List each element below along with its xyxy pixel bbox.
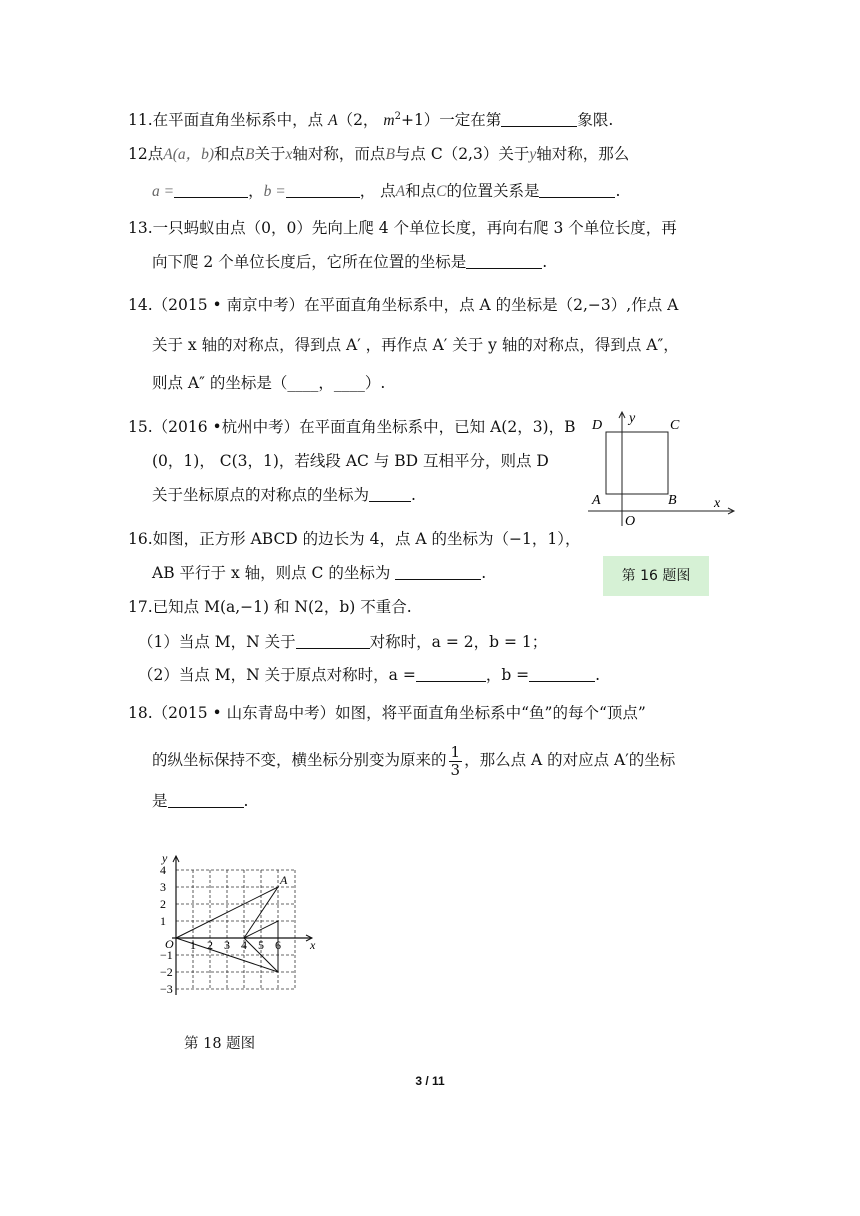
label-origin: O xyxy=(625,514,636,529)
y-tick-label: 3 xyxy=(160,880,166,894)
page-number: 3 / 11 xyxy=(415,1074,445,1088)
x-tick-label: 1 xyxy=(190,938,196,952)
question-16-line1: 16.如图，正方形 ABCD 的边长为 4，点 A 的坐标为（−1，1）， xyxy=(128,530,581,548)
fraction-one-third: $\frac{1}{3}$ xyxy=(450,742,461,779)
y-tick-label: −3 xyxy=(160,982,173,996)
x-axis-label: x xyxy=(310,938,316,952)
y-tick-label: 1 xyxy=(160,914,166,928)
label-x: x xyxy=(714,496,721,511)
square-abcd xyxy=(606,432,668,494)
question-17-line3: （2）当点 M，N 关于原点对称时，a = ，b = . xyxy=(138,666,601,684)
question-18-line3: 是 . xyxy=(152,792,249,810)
answer-blank-b[interactable] xyxy=(529,665,595,682)
figure-16 xyxy=(588,408,738,530)
question-12-line1: 12点A(a，b)和点B关于x轴对称，而点B与点 C（2,3）关于y轴对称，那么 xyxy=(128,145,630,163)
x-tick-label: 3 xyxy=(224,938,230,952)
question-18-line2: 的纵坐标保持不变，横坐标分别变为原来的 $\frac{1}{3}$ ，那么点 A 的对应点 A′的坐标 xyxy=(152,742,676,779)
label-y: y xyxy=(629,411,636,426)
point-a-label: A xyxy=(280,873,288,887)
figure-18 xyxy=(152,840,324,1000)
origin-label: O xyxy=(165,937,174,951)
answer-blank[interactable] xyxy=(466,252,542,269)
x-tick-label: 5 xyxy=(258,938,264,952)
figure-18-caption: 第 18 题图 xyxy=(184,1036,256,1052)
answer-blank-a[interactable] xyxy=(174,181,248,198)
question-14-line1: 14.（2015 • 南京中考）在平面直角坐标系中，点 A 的坐标是（2,−3）,作点 A xyxy=(128,296,679,314)
answer-blank[interactable] xyxy=(296,632,370,649)
x-tick-label: 4 xyxy=(241,938,247,952)
figure-16-caption: 第 16 题图 xyxy=(603,556,709,596)
question-16-line2: AB 平行于 x 轴，则点 C 的坐标为 . xyxy=(152,564,487,582)
answer-blank-relation[interactable] xyxy=(539,181,615,198)
y-tick-label: 4 xyxy=(160,863,166,877)
answer-blank-b[interactable] xyxy=(286,181,360,198)
question-18-line1: 18.（2015 • 山东青岛中考）如图，将平面直角坐标系中“鱼”的每个“顶点” xyxy=(128,704,646,722)
y-tick-label: −1 xyxy=(160,948,173,962)
label-d: D xyxy=(592,418,603,433)
y-tick-label: 2 xyxy=(160,897,166,911)
x-tick-label: 6 xyxy=(275,938,281,952)
question-13-line2: 向下爬 2 个单位长度后，它所在位置的坐标是 . xyxy=(152,253,548,271)
question-15-line3: 关于坐标原点的对称点的坐标为 . xyxy=(152,486,416,504)
question-13-line1: 13.一只蚂蚁由点（0，0）先向上爬 4 个单位长度，再向右爬 3 个单位长度，再 xyxy=(128,219,677,237)
question-15-line1: 15.（2016 •杭州中考）在平面直角坐标系中，已知 A(2，3)，B xyxy=(128,418,576,436)
answer-blank[interactable] xyxy=(168,791,244,808)
question-11: 11.在平面直角坐标系中，点 A（2， $m^2+1$）一定在第 象限. xyxy=(128,111,614,130)
question-15-line2: (0，1)， C(3，1)，若线段 AC 与 BD 互相平分，则点 D xyxy=(152,452,549,470)
fish-outline xyxy=(176,887,278,972)
question-17-line2: （1）当点 M，N 关于 对称时，a = 2，b = 1； xyxy=(138,633,548,651)
answer-blank[interactable] xyxy=(501,110,577,127)
x-tick-label: 2 xyxy=(207,938,213,952)
question-12-line2: a = ，b = ， 点A和点C的位置关系是 . xyxy=(152,182,621,200)
question-14-line3: 则点 A″ 的坐标是（____，____）. xyxy=(152,374,386,392)
y-axis-label: y xyxy=(162,851,168,865)
question-14-line2: 关于 x 轴的对称点，得到点 A′ ，再作点 A′ 关于 y 轴的对称点，得到点 A″， xyxy=(152,336,679,354)
question-17-line1: 17.已知点 M(a,−1) 和 N(2，b) 不重合. xyxy=(128,598,412,616)
label-b: B xyxy=(668,493,677,508)
answer-blank[interactable] xyxy=(369,485,411,502)
answer-blank[interactable] xyxy=(395,563,481,580)
label-c: C xyxy=(670,418,680,433)
y-tick-label: −2 xyxy=(160,965,173,979)
answer-blank-a[interactable] xyxy=(416,665,486,682)
label-a: A xyxy=(592,493,601,508)
